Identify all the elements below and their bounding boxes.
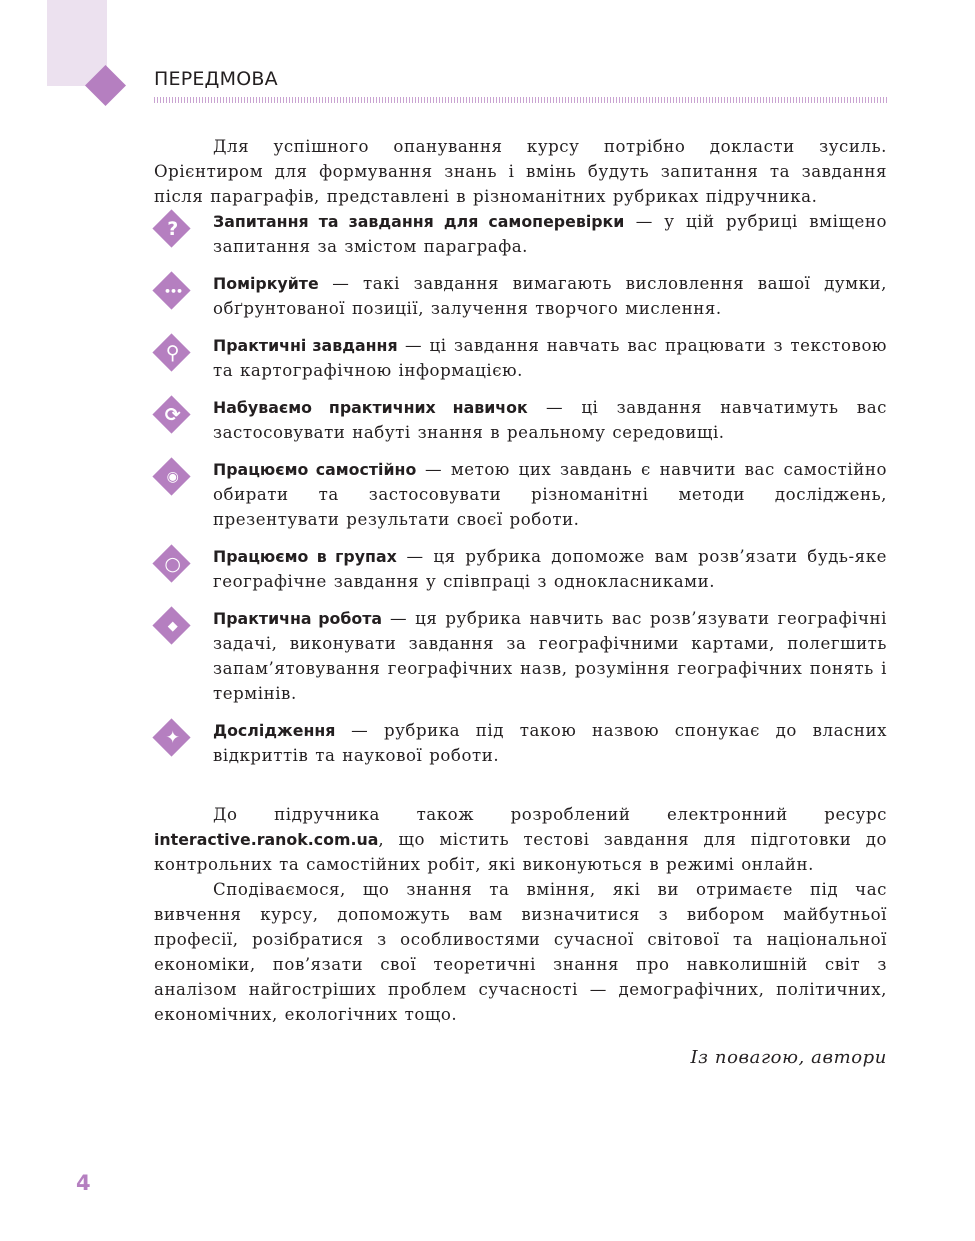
rubric-term: Дослідження: [213, 721, 336, 740]
page-number: 4: [76, 1171, 91, 1195]
resource-text-after: , що містить тестові завдання для підготовки до контрольних та самостійних робіт, які виконуються в режимі онлайн.: [154, 830, 887, 874]
compass-rose-icon: ✦: [165, 727, 181, 748]
rubric-list: [154, 209, 887, 768]
resource-paragraph: [154, 802, 887, 877]
rubric-think: [154, 271, 887, 321]
rubric-term: Працюємо в групах: [213, 547, 397, 566]
rubric-term: Запитання та завдання для самоперевірки: [213, 212, 625, 231]
rubric-description: — метою цих завдань є навчити вас самостійно обирати та застосовувати різноманітні методи досліджень, презентувати результати своєї роботи.: [213, 460, 887, 529]
header-dotted-rule: [154, 97, 887, 103]
rubric-description: — ці завдання навчать вас працювати з текстовою та картографічною інформацією.: [213, 336, 887, 380]
speech-bubble-icon: ◉: [166, 468, 180, 485]
rubric-research: [154, 718, 887, 768]
rubric-group-work: [154, 544, 887, 594]
rubric-practical-skills: [154, 395, 887, 445]
rubric-term: Набуваємо практичних навичок: [213, 398, 528, 417]
rubric-description: — ця рубрика допоможе вам розв’язати будь-яке географічне завдання у співпраці з однокласниками.: [213, 547, 887, 591]
signature: Із повагою, автори: [690, 1047, 887, 1068]
rubric-practical-tasks: [154, 333, 887, 383]
resource-text-before: До підручника також розроблений електронний ресурс: [213, 805, 887, 824]
rubric-term: Практичні завдання: [213, 336, 398, 355]
rubric-term: Працюємо самостійно: [213, 460, 417, 479]
compass-needle-icon: ◆: [167, 618, 179, 634]
section-gap: [154, 780, 887, 802]
rubric-description: — такі завдання вимагають висловлення вашої думки, обґрунтованої позиції, залучення творчого мислення.: [213, 274, 887, 318]
intro-paragraph: Для успішного опанування курсу потрібно докласти зусиль. Орієнтиром для формування знань і вмінь будуть запитання та завдання після параграфів, представлені в різноманітних рубриках підручника.: [154, 137, 887, 206]
two-speech-bubbles-icon: ○: [164, 552, 182, 575]
refresh-arrows-icon: ⟳: [164, 403, 182, 426]
chat-bubble-dots-icon: •••: [163, 284, 183, 298]
magnifier-icon: ⚲: [165, 341, 181, 364]
rubric-description: — рубрика під такою назвою спонукає до власних відкриттів та наукової роботи.: [213, 721, 887, 765]
page-content: [154, 134, 887, 1027]
rubric-description: — ці завдання навчатимуть вас застосовувати набуті знання в реальному середовищі.: [213, 398, 887, 442]
rubric-independent-work: [154, 457, 887, 532]
rubric-practical-work: [154, 606, 887, 706]
rubric-term: Практична робота: [213, 609, 383, 628]
page-title: ПЕРЕДМОВА: [154, 68, 278, 90]
rubric-term: Поміркуйте: [213, 274, 319, 293]
rubric-self-check: [154, 209, 887, 259]
closing-paragraph: Сподіваємося, що знання та вміння, які ви отримаєте під час вивчення курсу, допоможуть вам визначитися з вибором майбутньої професії, розібратися з особливостями сучасної світової та національної економіки, пов’язати свої теоретичні знання про навколишній світ з аналізом найгостріших проблем сучасності — демографічних, політичних, економічних, екологічних тощо.: [154, 880, 887, 1024]
question-icon: ?: [167, 217, 179, 240]
resource-link[interactable]: interactive.ranok.com.ua: [154, 830, 379, 849]
rubric-description: — у цій рубриці вміщено запитання за змістом параграфа.: [213, 212, 887, 256]
rubric-description: — ця рубрика навчить вас розв’язувати географічні задачі, виконувати завдання за географічними картами, полегшить запам’ятовування географічних назв, розуміння географічних понять і термінів.: [213, 609, 887, 703]
